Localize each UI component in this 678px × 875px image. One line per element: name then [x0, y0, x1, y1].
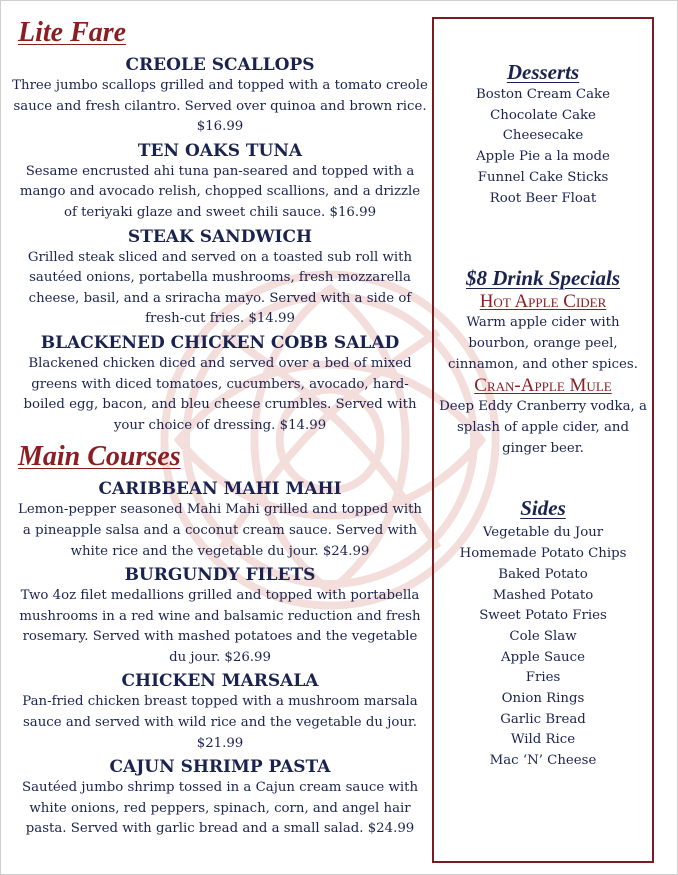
menu-item — [12, 670, 428, 754]
list-item: Garlic Bread — [500, 711, 586, 727]
item-description: Grilled steak sliced and served on a toasted sub roll with sautéed onions, portabella mushrooms, fresh mozzarella cheese, basil, and a sriracha mayo. Served with a side of fresh-cut fries. $14.99 — [27, 249, 413, 327]
main-courses-title: Main Courses — [18, 441, 181, 473]
list-item: Vegetable du Jour — [482, 525, 604, 541]
drink-specials-title: $8 Drink Specials — [465, 266, 620, 291]
lite-fare-section — [12, 54, 428, 436]
menu-item — [12, 564, 428, 668]
item-description: Pan-fried chicken breast topped with a mushroom marsala sauce and served with wild rice and the vegetable du jour. $21.99 — [22, 694, 418, 751]
list-item: Wild Rice — [510, 732, 576, 748]
main-menu-column — [12, 16, 428, 842]
list-item: Apple Pie a la mode — [476, 149, 610, 165]
item-name: CREOLE SCALLOPS — [125, 55, 315, 75]
sides-section — [434, 495, 652, 771]
item-name: CHICKEN MARSALA — [121, 671, 319, 692]
desserts-list — [434, 85, 652, 209]
desserts-title: Desserts — [506, 60, 580, 84]
item-name: TEN OAKS TUNA — [137, 140, 303, 161]
drink-description: Deep Eddy Cranberry vodka, a splash of apple cider, and ginger beer. — [439, 399, 647, 456]
list-item: Boston Cream Cake — [476, 87, 610, 102]
lite-fare-title: Lite Fare — [18, 17, 127, 48]
drink-name: Hot Apple Cider — [479, 291, 607, 313]
list-item: Chocolate Cake — [490, 107, 596, 123]
list-item: Sweet Potato Fries — [479, 608, 607, 624]
list-item: Apple Sauce — [501, 649, 585, 665]
menu-item — [12, 478, 428, 562]
list-item: Mac ‘N’ Cheese — [489, 753, 597, 769]
list-item: Onion Rings — [501, 691, 585, 707]
list-item: Fries — [525, 670, 561, 686]
item-name: CARIBBEAN MAHI MAHI — [98, 479, 342, 500]
menu-item — [12, 332, 428, 436]
list-item: Homemade Potato Chips — [459, 546, 627, 562]
list-item: Baked Potato — [498, 566, 588, 582]
drink-description: Warm apple cider with bourbon, orange peel, cinnamon, and other spices. — [448, 315, 638, 372]
menu-item — [12, 756, 428, 840]
menu-item — [12, 140, 428, 224]
item-description: Sautéed jumbo shrimp tossed in a Cajun cream sauce with white onions, red peppers, spinach, corn, and angel hair pasta. Served with garlic bread and a small salad. $24.99 — [21, 780, 419, 837]
item-description: Lemon-pepper seasoned Mahi Mahi grilled and topped with a pineapple salsa and a coconut cream sauce. Served with white rice and the vegetable du jour. $24.99 — [17, 502, 422, 559]
list-item: Funnel Cake Sticks — [477, 169, 609, 185]
item-name: BLACKENED CHICKEN COBB SALAD — [40, 332, 400, 353]
item-description: Two 4oz filet medallions grilled and topped with portabella mushrooms in a red wine and balsamic reduction and fresh rosemary. Served with mashed potatoes and the vegetable du jour. $26.99 — [19, 588, 421, 665]
list-item: Mashed Potato — [492, 587, 594, 603]
desserts-section — [434, 59, 652, 209]
list-item: Cole Slaw — [509, 628, 577, 644]
main-courses-section — [12, 478, 428, 840]
menu-item — [12, 54, 428, 138]
drink-name: Cran-Apple Mule — [474, 375, 612, 397]
list-item: Cheesecake — [502, 128, 584, 144]
sidebar-box — [432, 17, 654, 863]
menu-item — [12, 226, 428, 330]
item-description: Blackened chicken diced and served over a bed of mixed greens with diced tomatoes, cucumbers, avocado, hard-boiled egg, bacon, and bleu cheese crumbles. Served with your choice of dressing. $14.99 — [23, 355, 417, 433]
item-name: STEAK SANDWICH — [127, 226, 313, 247]
sides-title: Sides — [520, 496, 566, 521]
sides-list — [434, 523, 652, 771]
item-description: Three jumbo scallops grilled and topped with a tomato creole sauce and fresh cilantro. Served over quinoa and brown rice. $16.99 — [12, 78, 428, 135]
item-description: Sesame encrusted ahi tuna pan-seared and topped with a mango and avocado relish, chopped scallions, and a drizzle of teriyaki glaze and sweet chili sauce. $16.99 — [19, 163, 421, 220]
item-name: CAJUN SHRIMP PASTA — [109, 757, 331, 778]
item-name: BURGUNDY FILETS — [124, 565, 316, 586]
list-item: Root Beer Float — [489, 190, 597, 206]
drink-specials-section — [434, 265, 652, 459]
